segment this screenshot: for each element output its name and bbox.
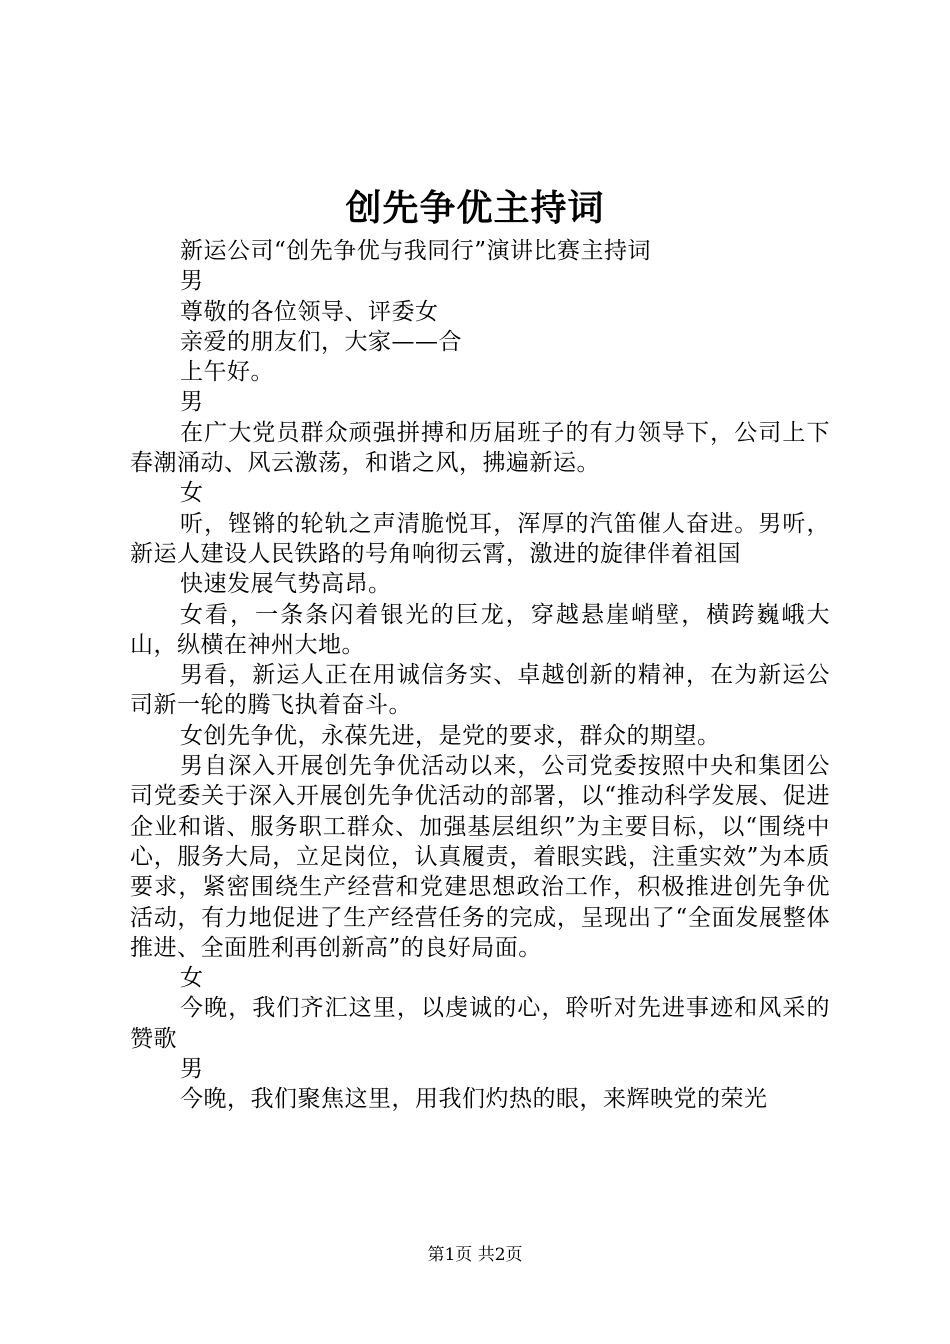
- paragraph: 男: [180, 389, 204, 416]
- paragraph: 在广大党员群众顽强拼搏和历届班子的有力领导下，公司上下春潮涌动、风云激荡，和谐之风，拂遍新运。: [130, 419, 830, 477]
- paragraph: 女: [180, 965, 204, 992]
- paragraph: 听，铿锵的轮轨之声清脆悦耳，浑厚的汽笛催人奋进。男听，新运人建设人民铁路的号角响彻云霄，激进的旋律伴着祖国: [130, 510, 830, 567]
- page-footer: 第1页 共2页: [427, 1245, 523, 1265]
- document-body: [130, 236, 830, 1115]
- paragraph: 快速发展气势高昂。: [180, 571, 392, 598]
- paragraph: 男: [180, 1056, 204, 1083]
- paragraph: 男: [180, 268, 204, 295]
- paragraph: 亲爱的朋友们，大家——合: [180, 328, 462, 355]
- paragraph: 女创先争优，永葆先进，是党的要求，群众的期望。: [180, 722, 721, 749]
- paragraph: 今晚，我们聚焦这里，用我们灼热的眼，来辉映党的荣光: [180, 1086, 768, 1113]
- paragraph: 女看，一条条闪着银光的巨龙，穿越悬崖峭壁，横跨巍峨大山，纵横在神州大地。: [130, 601, 830, 658]
- document-title: 创先争优主持词: [345, 187, 605, 229]
- paragraph: 男看，新运人正在用诚信务实、卓越创新的精神，在为新运公司新一轮的腾飞执着奋斗。: [130, 662, 830, 719]
- paragraph: 男自深入开展创先争优活动以来，公司党委按照中央和集团公司党委关于深入开展创先争优活动的部署，以“推动科学发展、促进企业和谐、服务职工群众、加强基层组织”为主要目标，以“围绕中心，服务大局，立足岗位，认真履责，着眼实践，注重实效”为本质要求，紧密围绕生产经营和党建思想政治工作，积极推进创先争优活动，有力地促进了生产经营任务的完成，呈现出了“全面发展整体推进、全面胜利再创新高”的良好局面。: [130, 753, 830, 961]
- paragraph: 女: [180, 480, 204, 507]
- paragraph: 新运公司“创先争优与我同行”演讲比赛主持词: [180, 238, 652, 264]
- paragraph: 今晚，我们齐汇这里，以虔诚的心，聆听对先进事迹和风采的赞歌: [130, 995, 830, 1052]
- paragraph: 尊敬的各位领导、评委女: [180, 298, 439, 325]
- paragraph: 上午好。: [180, 359, 274, 386]
